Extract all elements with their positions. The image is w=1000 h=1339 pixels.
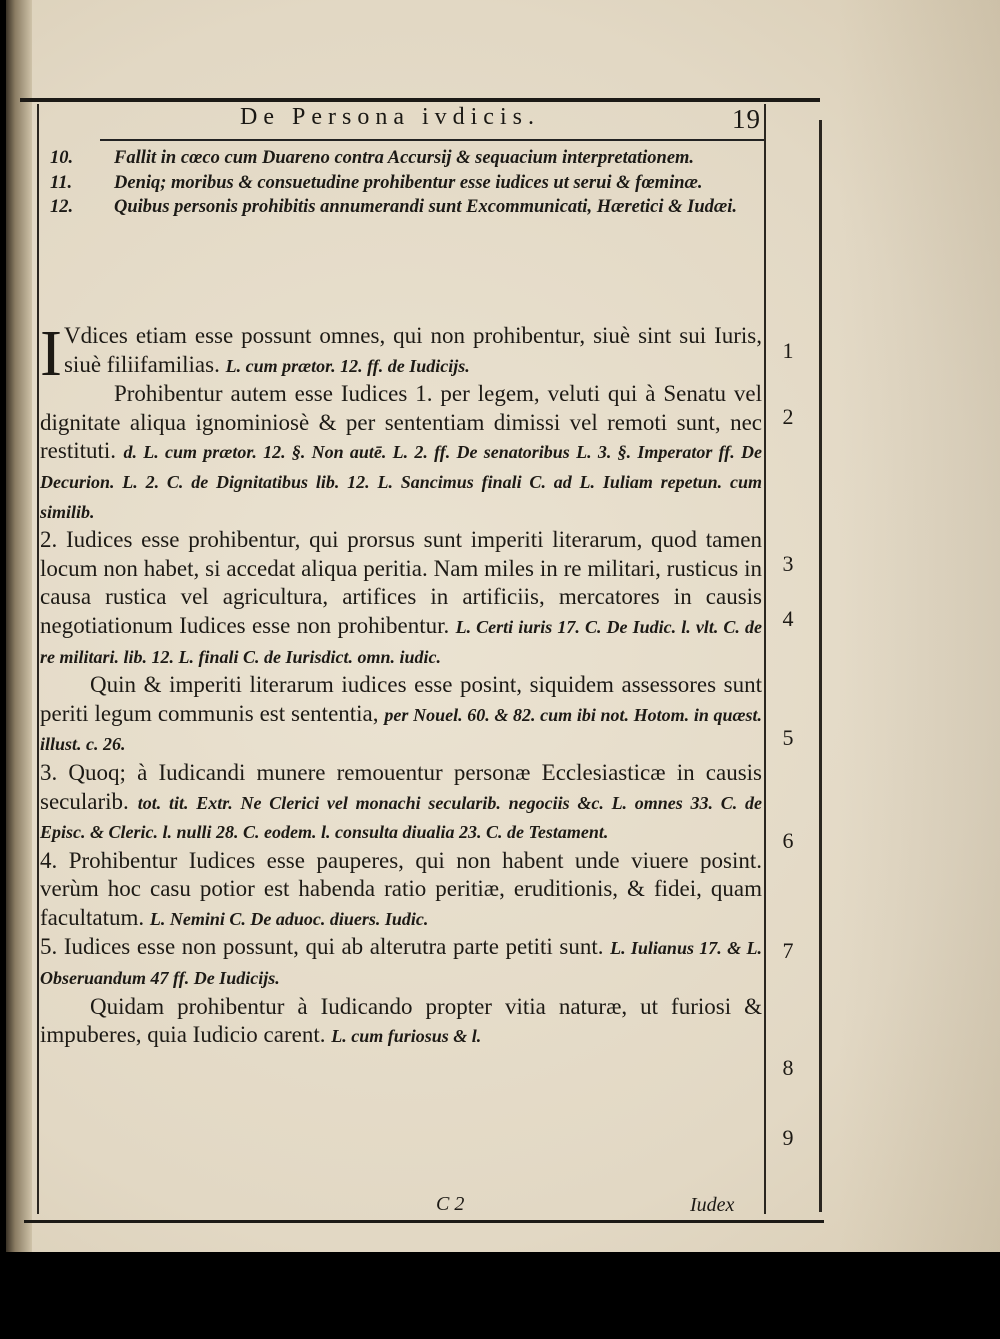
summary-number: 10. xyxy=(50,148,74,168)
paragraph-6 xyxy=(40,847,762,934)
paragraph-1 xyxy=(40,317,762,390)
summary-text: Quibus personis prohibitis annumerandi sunt Excommunicati, Hæretici & Iudæi. xyxy=(114,197,737,217)
main-text xyxy=(40,317,763,1051)
paragraph-2 xyxy=(40,380,762,526)
summary-number: 12. xyxy=(50,197,74,217)
left-frame-rule xyxy=(37,104,39,1214)
paragraph-text: 3. Quoq; à Iudicandi munere remouentur personæ Ecclesiasticæ in causis secularib. xyxy=(40,759,762,814)
legal-citation: L. Iulianus 17. & L. Obseruandum 47 ff. De Iudicijs. xyxy=(40,938,762,989)
margin-number: 2 xyxy=(782,404,794,429)
margin-number: 6 xyxy=(782,828,794,853)
paragraph-4 xyxy=(40,671,762,759)
paragraph-text: Quidam prohibentur à Iudicando propter vitia naturæ, ut furiosi & impuberes, quia Iudicio carent. xyxy=(40,993,762,1048)
summary-item xyxy=(40,195,762,220)
paragraph-text: Quin & imperiti literarum iudices esse posint, siquidem assessores sunt periti legum communis est sententia, xyxy=(40,672,762,726)
paragraph-text: 2. Iudices esse prohibentur, qui prorsus sunt imperiti literarum, quod tamen locum non habet, si accedat aliqua peritia. Nam miles in re militari, rusticus in causa rustica vel agricultura, artifices in artificiis, mercatores in causis negotiationum Iudices esse non prohibentur. xyxy=(40,527,762,638)
margin-number: 8 xyxy=(782,1055,794,1080)
right-frame-rule xyxy=(764,104,766,1214)
legal-citation: L. Nemini C. De aduoc. diuers. Iudic. xyxy=(149,908,429,929)
margin-number: 4 xyxy=(782,606,794,631)
margin-number: 1 xyxy=(782,338,794,363)
margin-number: 7 xyxy=(782,938,794,963)
paragraph-3 xyxy=(40,526,762,671)
paragraph-8 xyxy=(40,993,762,1051)
margin-frame-rule xyxy=(819,120,822,1212)
header-rule xyxy=(100,139,765,141)
summary-text: Fallit in cœco cum Duareno contra Accursij & sequacium interpretationem. xyxy=(114,148,695,168)
legal-citation: L. Certi iuris 17. C. De Iudic. l. vlt. C. de re militari. lib. 12. L. finali C. de Iurisdict. omn. iudic. xyxy=(40,616,762,667)
legal-citation: d. L. cum prætor. 12. §. Non autē. L. 2. ff. De senatoribus L. 3. §. Imperator ff. De Decurion. L. 2. C. de Dignitatibus lib. 12. L. Sancimus finali C. ad L. Iuliam repetun. cum similib. xyxy=(40,442,763,522)
margin-number: 3 xyxy=(782,551,794,576)
paragraph-7 xyxy=(40,933,762,992)
running-header xyxy=(240,104,780,134)
margin-number: 9 xyxy=(782,1125,794,1150)
signature-mark: C 2 xyxy=(436,1193,465,1215)
legal-citation: per Nouel. 60. & 82. cum ibi not. Hotom. in quæst. illust. c. 26. xyxy=(40,704,762,755)
paragraph-text: Vdices etiam esse possunt omnes, qui non prohibentur, siuè sint sui Iuris, siuè filiifamilias. xyxy=(63,323,762,377)
page-edge xyxy=(836,0,1000,1252)
summary-text: Deniq; moribus & consuetudine prohibentur esse iudices ut serui & fœminæ. xyxy=(114,172,703,193)
paragraph-text: 5. Iudices esse non possunt, qui ab alterutra parte petiti sunt. xyxy=(40,934,604,960)
margin-number: 5 xyxy=(782,725,794,750)
legal-citation: L. cum prætor. 12. ff. de Iudicijs. xyxy=(225,355,470,376)
summary-list xyxy=(40,146,762,220)
paragraph-text: 4. Prohibentur Iudices esse pauperes, qui non habent unde viuere posint. verùm hoc casu potior est habenda ratio peritiæ, eruditionis, & fidei, quam facultatum. xyxy=(40,847,762,930)
legal-citation: L. cum furiosus & l. xyxy=(331,1026,482,1047)
legal-citation: tot. tit. Extr. Ne Clerici vel monachi secularib. negociis &c. L. omnes 33. C. de Episc. & Cleric. l. nulli 28. C. eodem. l. consulta diualia 23. C. de Testament. xyxy=(40,792,762,843)
book-spine xyxy=(6,0,32,1252)
drop-cap: I xyxy=(40,317,62,390)
paragraph-text: Prohibentur autem esse Iudices 1. per legem, veluti qui à Senatu vel dignitate aliqua ignominiosè & per sententiam dimissi vel remoti sunt, nec restituti. xyxy=(40,381,762,464)
bottom-rule xyxy=(24,1220,824,1223)
paragraph-5 xyxy=(40,759,762,847)
summary-number: 11. xyxy=(50,172,73,193)
summary-item xyxy=(40,146,762,171)
catchword: Iudex xyxy=(690,1194,735,1216)
summary-item xyxy=(40,171,762,196)
top-rule xyxy=(20,98,820,102)
page-number: 19 xyxy=(732,104,761,134)
running-title: De Persona ivdicis. xyxy=(240,104,540,130)
